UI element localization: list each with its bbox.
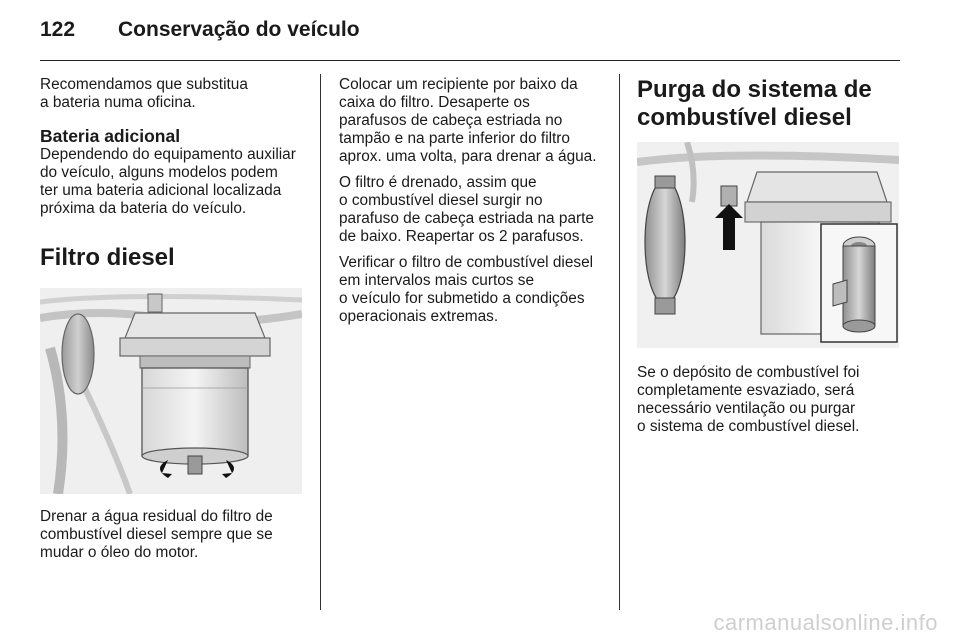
text-line: em intervalos mais curtos se	[339, 272, 535, 289]
bleed-heading	[637, 76, 903, 132]
text-line: Verificar o filtro de combustível diesel	[339, 254, 594, 271]
container-paragraph	[339, 76, 609, 166]
text-line: Colocar um recipiente por baixo da	[339, 76, 578, 93]
text-line: mudar o óleo do motor.	[40, 544, 199, 561]
intro-paragraph	[40, 76, 308, 112]
text-line: Drenar a água residual do filtro de	[40, 508, 273, 525]
text-line: necessário ventilação ou purgar	[637, 400, 856, 417]
text-line: do veículo, alguns modelos podem	[40, 164, 278, 181]
column-left	[40, 76, 308, 570]
text-line: o veículo for submetido a condições	[339, 290, 585, 307]
page-number: 122	[40, 18, 76, 41]
text-line: operacionais extremas.	[339, 308, 499, 325]
drain-paragraph	[40, 508, 308, 562]
drained-paragraph	[339, 174, 609, 246]
text-line: o combustível diesel surgir no	[339, 192, 543, 209]
text-line: combustível diesel sempre que se	[40, 526, 273, 543]
text-line: Dependendo do equipamento auxiliar	[40, 146, 296, 163]
text-line: O filtro é drenado, assim que	[339, 174, 537, 191]
text-line: próxima da bateria do veículo.	[40, 200, 247, 217]
column-divider-1	[320, 74, 321, 610]
column-right	[637, 76, 903, 444]
text-line: Recomendamos que substitua	[40, 76, 248, 93]
text-line: parafuso de cabeça estriada na parte	[339, 210, 594, 227]
text-line: tampão e na parte inferior do filtro	[339, 130, 570, 147]
text-line: a bateria numa oficina.	[40, 94, 196, 111]
watermark: carmanualsonline.info	[713, 610, 938, 635]
aux-battery-paragraph	[40, 146, 308, 218]
text-line: caixa do filtro. Desaperte os	[339, 94, 530, 111]
column-middle	[339, 76, 609, 334]
heading-line: combustível diesel	[637, 104, 852, 131]
diesel-filter-illustration	[40, 288, 302, 494]
fuel-bleed-illustration	[637, 142, 899, 348]
chapter-title: Conservação do veículo	[118, 18, 360, 41]
header-divider	[40, 60, 900, 61]
text-line: ter uma bateria adicional localizada	[40, 182, 282, 199]
text-line: parafusos de cabeça estriada no	[339, 112, 563, 129]
aux-battery-heading: Bateria adicional	[40, 126, 181, 146]
page-header	[40, 18, 360, 48]
text-line: Se o depósito de combustível foi	[637, 364, 860, 381]
column-divider-2	[619, 74, 620, 610]
check-paragraph	[339, 254, 609, 326]
text-line: aprox. uma volta, para drenar a água.	[339, 148, 597, 165]
heading-line: Purga do sistema de	[637, 76, 872, 103]
text-line: de baixo. Reapertar os 2 parafusos.	[339, 228, 584, 245]
text-line: completamente esvaziado, será	[637, 382, 855, 399]
diesel-filter-heading: Filtro diesel	[40, 244, 175, 271]
bleed-paragraph	[637, 364, 903, 436]
text-line: o sistema de combustível diesel.	[637, 418, 860, 435]
